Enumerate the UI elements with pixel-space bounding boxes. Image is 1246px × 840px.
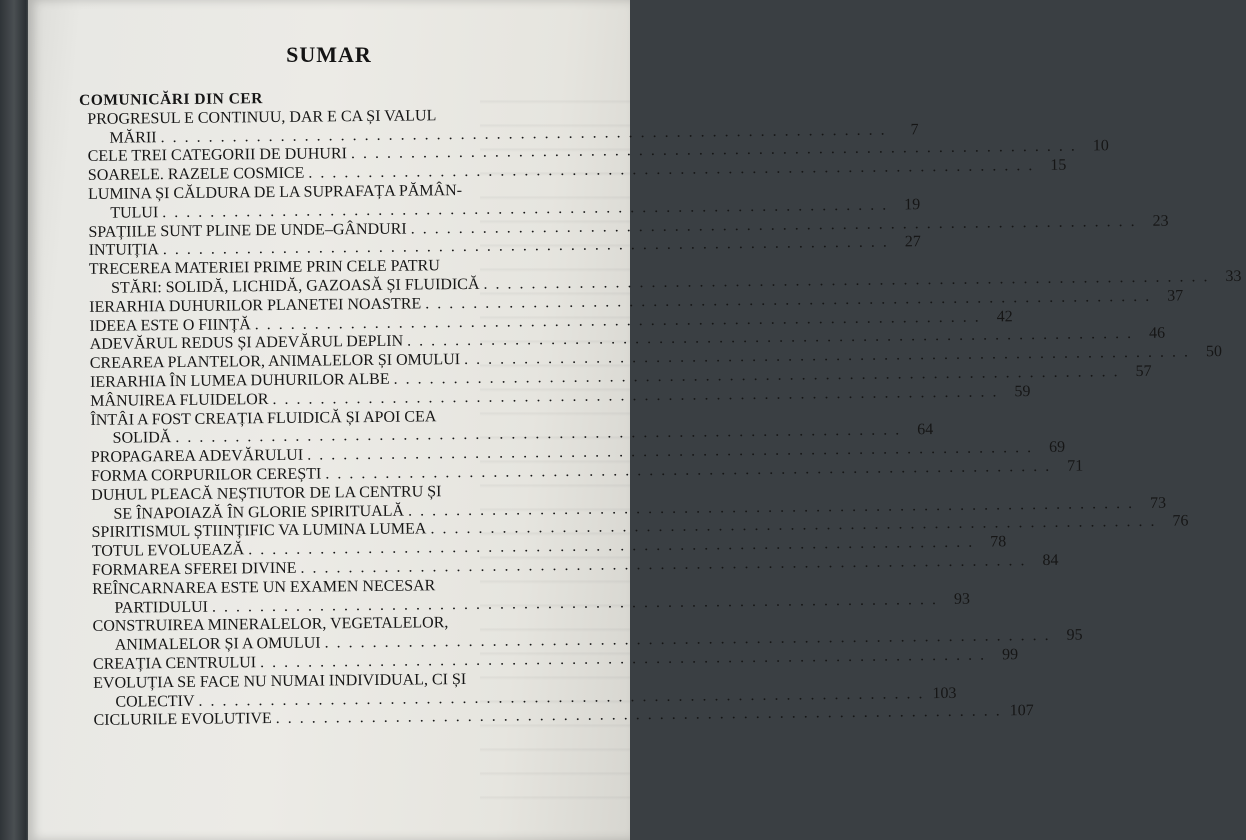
page-title: SUMAR xyxy=(286,42,372,67)
book-page xyxy=(28,0,1242,840)
page-number: 15 xyxy=(1050,156,1067,175)
toc-entry-title: ADEVĂRUL REDUS ȘI ADEVĂRUL DEPLIN xyxy=(89,333,404,354)
page-number: 95 xyxy=(1066,626,1083,644)
page-number: 27 xyxy=(904,233,921,251)
toc-entry-title: IERARHIA ÎN LUMEA DUHURILOR ALBE xyxy=(89,370,390,391)
toc-entry-title: MÂNUIREA FLUIDELOR xyxy=(90,390,269,410)
toc-entry-title: CICLURILE EVOLUTIVE xyxy=(93,710,272,730)
toc-entry-title: SPAȚIILE SUNT PLINE DE UNDE–GÂNDURI xyxy=(88,220,407,241)
toc-entry-title: REÎNCARNAREA ESTE UN EXAMEN NECESAR xyxy=(92,577,436,598)
toc-entry-title: TULUI xyxy=(110,203,159,222)
toc-entry-title: PARTIDULUI xyxy=(114,598,209,617)
page-number: 78 xyxy=(990,533,1007,551)
toc-entry-title: DUHUL PLEACĂ NEȘTIUTOR DE LA CENTRU ȘI xyxy=(91,482,442,504)
toc-entry xyxy=(81,106,919,149)
toc-entry-title: SOLIDĂ xyxy=(112,429,172,448)
toc-entry-title: IDEEA ESTE O FIINȚĂ xyxy=(89,315,251,335)
page-number: 23 xyxy=(1152,212,1169,230)
page-number: 50 xyxy=(1205,343,1223,361)
toc-entry-title: FORMAREA SFEREI DIVINE xyxy=(91,559,297,579)
page-number: 46 xyxy=(1148,325,1166,343)
page-number: 64 xyxy=(917,421,934,439)
page-number: 59 xyxy=(1014,382,1031,400)
toc-entry-title: IERARHIA DUHURILOR PLANETEI NOASTRE xyxy=(89,295,422,316)
toc-entry xyxy=(85,482,1167,525)
toc-entry-title: PROPAGAREA ADEVĂRULUI xyxy=(90,446,304,467)
toc-entry-title: EVOLUȚIA SE FACE NU NUMAI INDIVIDUAL, CI ȘI xyxy=(93,670,467,692)
page-number: 99 xyxy=(1001,646,1019,664)
toc-entry xyxy=(84,406,934,449)
page-number: 107 xyxy=(1009,702,1034,720)
toc-entry-title: SE ÎNAPOIAZĂ ÎN GLORIE SPIRITUALĂ xyxy=(113,502,405,523)
toc-entry-title: CONSTRUIREA MINERALELOR, VEGETALELOR, xyxy=(92,614,449,636)
table-of-contents xyxy=(79,87,1242,731)
toc-entry-title: CREAREA PLANTELOR, ANIMALELOR ȘI OMULUI xyxy=(89,351,461,373)
page-number: 93 xyxy=(953,590,971,608)
page-number: 7 xyxy=(910,120,919,138)
toc-entry-title: INTUIȚIA xyxy=(88,241,159,260)
toc-entry-title: SPIRITISMUL ȘTIINȚIFIC VA LUMINA LUMEA xyxy=(91,520,427,542)
page-number: 69 xyxy=(1049,438,1066,457)
page-number: 84 xyxy=(1042,551,1059,569)
page-number: 76 xyxy=(1172,512,1189,530)
section-heading: COMUNICĂRI DIN CER xyxy=(79,90,263,110)
page-number: 33 xyxy=(1225,267,1242,285)
toc-entry-title: TRECEREA MATERIEI PRIME PRIN CELE PATRU xyxy=(88,257,440,279)
page-number: 73 xyxy=(1149,494,1167,512)
toc-entry xyxy=(82,181,921,224)
toc-entry-title: STĂRI: SOLIDĂ, LICHIDĂ, GAZOASĂ ȘI FLUIDICĂ xyxy=(110,275,480,297)
toc-entry-title: ÎNTÂI A FOST CREAȚIA FLUIDICĂ ȘI APOI CEA xyxy=(90,407,437,429)
toc-entry xyxy=(86,576,971,619)
toc-entry-title: SOARELE. RAZELE COSMICE xyxy=(87,164,305,185)
toc-entry-title: PROGRESUL E CONTINUU, DAR E CA ȘI VALUL xyxy=(87,107,437,128)
page-number: 103 xyxy=(932,684,957,702)
toc-entry-title: ANIMALELOR ȘI A OMULUI xyxy=(114,634,321,654)
toc-entry-title: COLECTIV xyxy=(115,692,195,711)
toc-entry-title: CELE TREI CATEGORII DE DUHURI xyxy=(87,145,347,166)
toc-entry-title: LUMINA ȘI CĂLDURA DE LA SUPRAFAȚA PĂMÂN- xyxy=(87,182,463,203)
page-number: 19 xyxy=(904,195,921,214)
page-number: 57 xyxy=(1135,362,1152,380)
page-number: 37 xyxy=(1167,287,1184,305)
toc-entry xyxy=(87,670,957,713)
page-number: 42 xyxy=(996,307,1013,325)
toc-entry-title: CREAȚIA CENTRULUI xyxy=(92,654,257,673)
toc-entry-title: TOTUL EVOLUEAZĂ xyxy=(91,541,245,561)
toc-entry-title: FORMA CORPURILOR CEREȘTI xyxy=(90,465,322,485)
page-number: 10 xyxy=(1092,137,1109,155)
toc-entry-title: MĂRII xyxy=(109,128,157,147)
page-number: 71 xyxy=(1067,457,1084,475)
